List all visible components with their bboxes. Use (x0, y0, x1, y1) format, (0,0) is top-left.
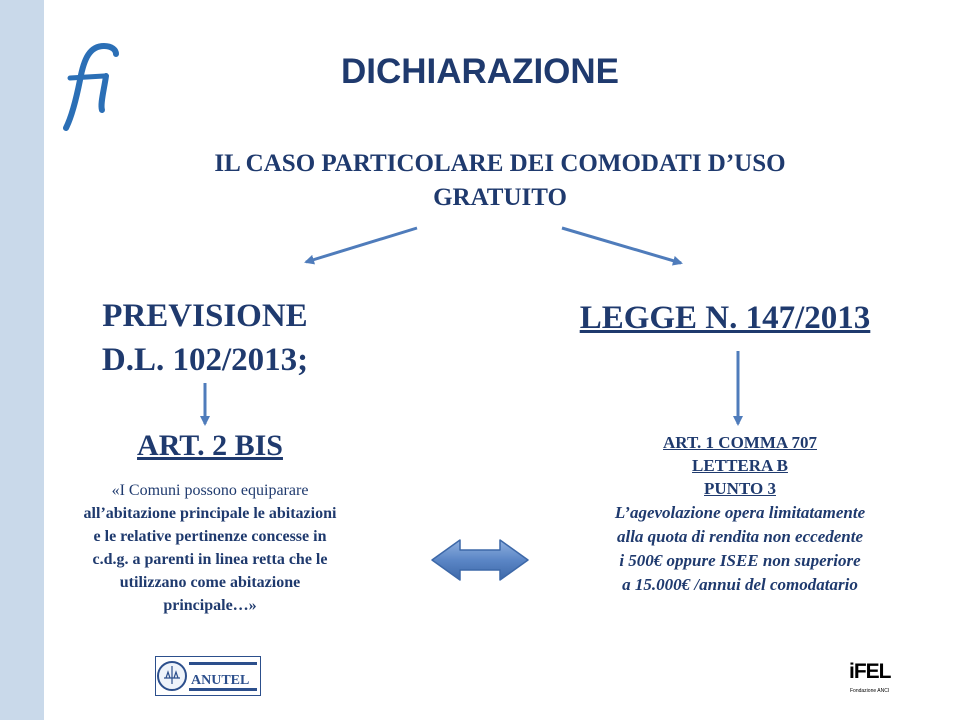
arrow-to-left (306, 228, 417, 262)
quote-line-4: c.d.g. a parenti in linea retta che le (92, 551, 328, 568)
arrow-to-right (562, 228, 681, 263)
right-article (560, 431, 920, 596)
double-arrow-icon (432, 540, 528, 580)
right-article-line-2: LETTERA B (692, 456, 788, 475)
ifel-logo-subtext: Fondazione ANCI (850, 688, 890, 694)
anutel-logo (155, 656, 261, 696)
quote-line-2: all’abitazione principale le abitazioni (83, 505, 337, 522)
right-article-line-1: ART. 1 COMMA 707 (663, 433, 817, 452)
ifel-logo-text: iFEL (849, 660, 891, 683)
right-heading: LEGGE N. 147/2013 (579, 300, 871, 336)
right-text-line-4: a 15.000€ /annui del comodatario (622, 575, 858, 594)
anutel-logo-text: ANUTEL (191, 673, 250, 688)
right-text-line-3: i 500€ oppure ISEE non superiore (619, 551, 861, 570)
right-text-line-2: alla quota di rendita non eccedente (616, 527, 864, 546)
right-article-line-3: PUNTO 3 (704, 479, 776, 498)
left-quote (20, 479, 400, 617)
quote-line-1: «I Comuni possono equiparare (111, 482, 309, 499)
right-text-line-1: L’agevolazione opera limitatamente (614, 503, 866, 522)
left-heading-line-2: D.L. 102/2013; (101, 342, 309, 378)
subtitle-line-2: GRATUITO (433, 184, 567, 211)
quote-line-6: principale…» (163, 597, 257, 614)
ifel-logo (848, 652, 898, 698)
subtitle-line-1: IL CASO PARTICOLARE DEI COMODATI D’USO (214, 150, 786, 177)
left-heading-line-1: PREVISIONE (102, 298, 308, 334)
left-heading (40, 294, 370, 382)
quote-line-5: utilizzano come abitazione (119, 574, 301, 591)
left-article: ART. 2 BIS (137, 429, 283, 462)
page-title: DICHIARAZIONE (340, 52, 620, 91)
quote-line-3: e le relative pertinenze concesse in (93, 528, 327, 545)
